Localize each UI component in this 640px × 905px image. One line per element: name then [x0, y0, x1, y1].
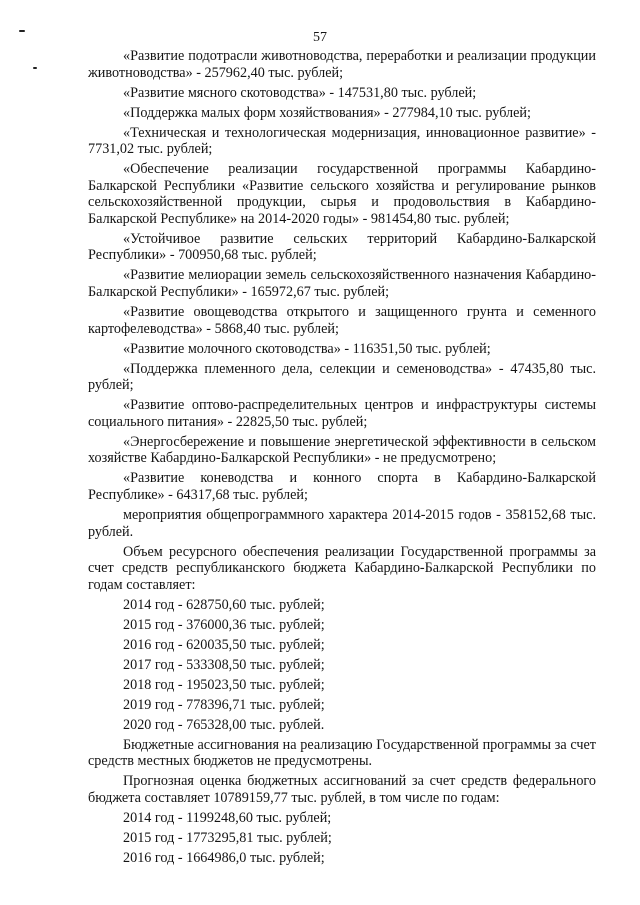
paragraph: «Обеспечение реализации государственной программы Кабардино-Балкарской Республики «Развитие сельского хозяйства и регулирование рынков сельскохозяйственной продукции, сырья и продовольствия в Кабардино-Балкарской Республике» на 2014-2020 годы» - 981454,80 тыс. рублей; [88, 161, 596, 227]
federal-budget-by-year [88, 810, 596, 867]
scan-mark [19, 30, 25, 32]
paragraph: «Развитие мелиорации земель сельскохозяйственного назначения Кабардино-Балкарской Республики» - 165972,67 тыс. рублей; [88, 267, 596, 301]
republican-budget-by-year [88, 597, 596, 734]
year-line: 2016 год - 1664986,0 тыс. рублей; [123, 849, 325, 866]
paragraph: «Развитие подотрасли животноводства, переработки и реализации продукции животноводства» - 257962,40 тыс. рублей; [88, 48, 596, 81]
paragraph: Прогнозная оценка бюджетных ассигнований за счет средств федерального бюджета составляет 10789159,77 тыс. рублей, в том числе по годам: [88, 773, 596, 806]
paragraph: «Развитие овощеводства открытого и защищенного грунта и семенного картофелеводства» - 5868,40 тыс. рублей; [88, 304, 596, 337]
scan-mark [33, 67, 37, 69]
year-line: 2014 год - 628750,60 тыс. рублей; [123, 596, 325, 613]
year-line: 2016 год - 620035,50 тыс. рублей; [123, 636, 325, 653]
page-number: 57 [313, 30, 327, 45]
paragraph: «Развитие оптово-распределительных центров и инфраструктуры системы социального питания» - 22825,50 тыс. рублей; [88, 397, 596, 430]
paragraph: Бюджетные ассигнования на реализацию Государственной программы за счет средств местных бюджетов не предусмотрены. [88, 736, 596, 770]
paragraph: мероприятия общепрограммного характера 2014-2015 годов - 358152,68 тыс. рублей. [88, 506, 596, 540]
paragraph: «Поддержка племенного дела, селекции и семеноводства» - 47435,80 тыс. рублей; [88, 360, 596, 394]
year-line: 2014 год - 1199248,60 тыс. рублей; [123, 809, 332, 826]
paragraph: «Техническая и технологическая модернизация, инновационное развитие» - 7731,02 тыс. рублей; [88, 124, 596, 158]
year-line: 2015 год - 376000,36 тыс. рублей; [123, 616, 325, 633]
paragraph: «Поддержка малых форм хозяйствования» - 277984,10 тыс. рублей; [123, 104, 531, 121]
paragraph: «Энергосбережение и повышение энергетической эффективности в сельском хозяйстве Кабардино-Балкарской Республики» - не предусмотрено; [88, 433, 596, 467]
year-line: 2019 год - 778396,71 тыс. рублей; [123, 696, 325, 713]
year-line: 2020 год - 765328,00 тыс. рублей. [123, 716, 325, 733]
paragraph: «Развитие молочного скотоводства» - 116351,50 тыс. рублей; [123, 340, 491, 357]
paragraph: Объем ресурсного обеспечения реализации Государственной программы за счет средств республиканского бюджета Кабардино-Балкарской Республики по годам составляет: [88, 543, 596, 593]
document-body [88, 48, 596, 870]
paragraph: «Устойчивое развитие сельских территорий Кабардино-Балкарской Республики» - 700950,68 тыс. рублей; [88, 230, 596, 264]
year-line: 2017 год - 533308,50 тыс. рублей; [123, 656, 325, 673]
paragraph: «Развитие коневодства и конного спорта в Кабардино-Балкарской Республике» - 64317,68 тыс. рублей; [88, 470, 596, 503]
year-line: 2015 год - 1773295,81 тыс. рублей; [123, 829, 332, 846]
year-line: 2018 год - 195023,50 тыс. рублей; [123, 676, 325, 693]
paragraph: «Развитие мясного скотоводства» - 147531,80 тыс. рублей; [123, 84, 477, 101]
